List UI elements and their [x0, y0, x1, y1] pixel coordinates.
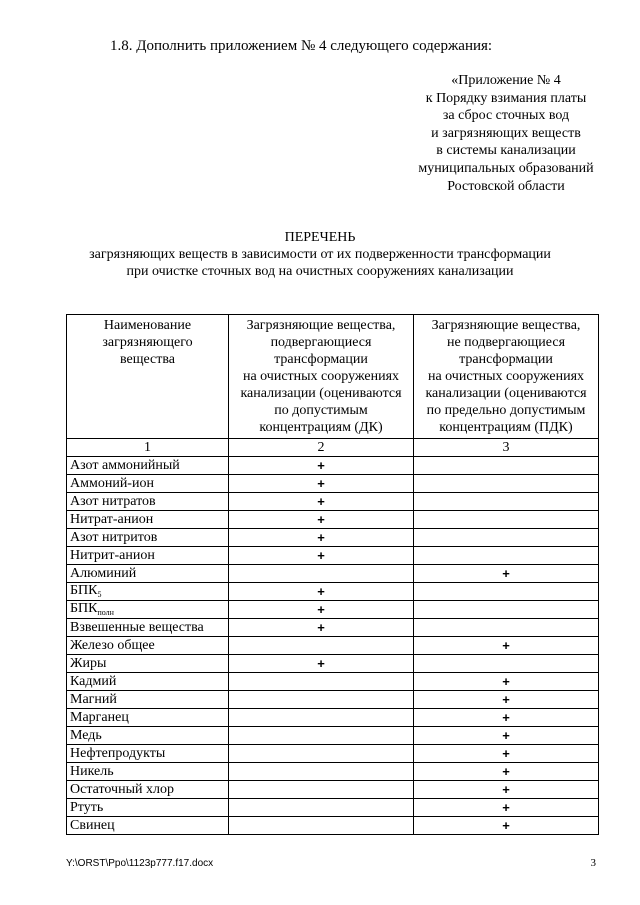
pollutant-name	[67, 475, 229, 493]
dk-mark	[229, 709, 414, 727]
pollutant-name-text: Азот нитратов	[70, 493, 156, 509]
dk-mark: +	[229, 511, 414, 529]
pdk-mark: +	[414, 763, 599, 781]
appendix-line: к Порядку взимания платы	[425, 90, 587, 106]
pdk-mark: +	[414, 691, 599, 709]
appendix-line: в системы канализации	[436, 143, 576, 159]
dk-mark	[229, 799, 414, 817]
pollutant-name	[67, 673, 229, 691]
pollutant-name-text: Остаточный хлор	[70, 781, 174, 797]
table-row	[67, 619, 599, 637]
pollutant-name-text: Медь	[70, 727, 102, 743]
pdk-mark	[414, 475, 599, 493]
dk-mark: +	[229, 529, 414, 547]
pollutant-name-text: Марганец	[70, 709, 129, 725]
pollutant-name-text: Свинец	[70, 817, 115, 833]
dk-mark	[229, 727, 414, 745]
table-row	[67, 817, 599, 835]
pdk-mark	[414, 583, 599, 601]
appendix-line: за сброс сточных вод	[442, 108, 570, 124]
table-row	[67, 457, 599, 475]
column-number-row	[67, 439, 599, 457]
pollutant-name	[67, 493, 229, 511]
column-number: 2	[229, 439, 414, 457]
pollutant-name	[67, 709, 229, 727]
pollutant-name-text: БПК	[70, 601, 98, 616]
table-row	[67, 565, 599, 583]
dk-mark	[229, 637, 414, 655]
pollutant-name-text: БПК	[70, 583, 98, 598]
pollutant-name	[67, 547, 229, 565]
footer-file-path: Y:\ORST\Ppo\1123p777.f17.docx	[66, 858, 214, 869]
pdk-mark	[414, 601, 599, 619]
pollutant-name-text: Никель	[70, 763, 114, 779]
pollutant-name	[67, 745, 229, 763]
header-name: Наименование загрязняющего вещества	[67, 315, 229, 439]
pdk-mark	[414, 547, 599, 565]
table-row	[67, 799, 599, 817]
pdk-mark	[414, 511, 599, 529]
dk-mark: +	[229, 601, 414, 619]
pollutant-name	[67, 565, 229, 583]
dk-mark: +	[229, 475, 414, 493]
table-header-row	[67, 315, 599, 439]
dk-mark	[229, 745, 414, 763]
pollutant-name	[67, 727, 229, 745]
pollutant-name	[67, 583, 229, 601]
pollutant-name	[67, 619, 229, 637]
pollutant-name	[67, 781, 229, 799]
pollutants-table-body	[67, 315, 599, 835]
pollutant-name-text: Аммоний-ион	[70, 475, 154, 491]
table-row	[67, 691, 599, 709]
appendix-line: Ростовской области	[447, 178, 565, 194]
pdk-mark: +	[414, 781, 599, 799]
table-row	[67, 511, 599, 529]
appendix-line: и загрязняющих веществ	[431, 125, 581, 141]
dk-mark	[229, 817, 414, 835]
pdk-mark: +	[414, 745, 599, 763]
dk-mark: +	[229, 583, 414, 601]
list-heading: ПЕРЕЧЕНЬ	[284, 230, 356, 245]
pollutant-name-text: Нитрат-анион	[70, 511, 154, 527]
pollutant-name	[67, 457, 229, 475]
pollutant-name-text: Нефтепродукты	[70, 745, 166, 761]
table-row	[67, 745, 599, 763]
table-row	[67, 637, 599, 655]
dk-mark	[229, 691, 414, 709]
table-row	[67, 475, 599, 493]
table-row	[67, 583, 599, 601]
table-row	[67, 493, 599, 511]
pdk-mark	[414, 529, 599, 547]
pollutant-name	[67, 763, 229, 781]
pollutant-name-text: Железо общее	[70, 637, 155, 653]
pollutant-name-text: Магний	[70, 691, 117, 707]
dk-mark: +	[229, 619, 414, 637]
pdk-mark	[414, 655, 599, 673]
pollutant-name	[67, 655, 229, 673]
pollutant-name	[67, 817, 229, 835]
appendix-reference	[395, 72, 617, 195]
list-subtitle-line: загрязняющих веществ в зависимости от их подверженности трансформации	[89, 247, 551, 262]
appendix-line: «Приложение № 4	[451, 73, 561, 88]
pollutant-name	[67, 601, 229, 619]
pollutant-name-text: Взвешенные вещества	[70, 619, 204, 635]
pdk-mark	[414, 457, 599, 475]
table-row	[67, 763, 599, 781]
pdk-mark: +	[414, 637, 599, 655]
pdk-mark: +	[414, 673, 599, 691]
dk-mark: +	[229, 493, 414, 511]
pollutant-name-text: Азот нитритов	[70, 529, 158, 545]
pollutant-name	[67, 529, 229, 547]
dk-mark: +	[229, 547, 414, 565]
dk-mark	[229, 781, 414, 799]
pdk-mark: +	[414, 565, 599, 583]
table-row	[67, 709, 599, 727]
header-pdk: Загрязняющие вещества, не подвергающиеся трансформации на очистных сооружениях канализации (оцениваются по предельно допустимым концентрациям (ПДК)	[414, 315, 599, 439]
pollutant-name-text: Жиры	[70, 655, 107, 671]
dk-mark	[229, 673, 414, 691]
header-dk: Загрязняющие вещества, подвергающиеся трансформации на очистных сооружениях канализации (оцениваются по допустимым концентрациям (ДК)	[229, 315, 414, 439]
page-number: 3	[590, 857, 596, 869]
table-row	[67, 601, 599, 619]
dk-mark	[229, 565, 414, 583]
table-row	[67, 673, 599, 691]
pdk-mark: +	[414, 817, 599, 835]
dk-mark	[229, 763, 414, 781]
pollutant-name	[67, 799, 229, 817]
list-subtitle-line: при очистке сточных вод на очистных сооружениях канализации	[126, 264, 514, 279]
pollutant-name-text: Ртуть	[70, 799, 104, 815]
pollutant-name-text: Нитрит-анион	[70, 547, 155, 563]
table-row	[67, 547, 599, 565]
list-title	[40, 229, 600, 280]
pollutants-table	[66, 314, 599, 835]
column-number: 1	[67, 439, 229, 457]
pdk-mark: +	[414, 799, 599, 817]
dk-mark: +	[229, 457, 414, 475]
pollutant-name	[67, 511, 229, 529]
pollutant-name	[67, 691, 229, 709]
column-number: 3	[414, 439, 599, 457]
table-row	[67, 727, 599, 745]
intro-paragraph: 1.8. Дополнить приложением № 4 следующего содержания:	[110, 38, 493, 54]
appendix-line: муниципальных образований	[418, 160, 594, 176]
pollutant-name	[67, 637, 229, 655]
pollutant-name-text: Алюминий	[70, 565, 137, 581]
pollutant-name-subscript: полн	[97, 608, 114, 617]
table-row	[67, 781, 599, 799]
table-row	[67, 655, 599, 673]
pollutant-name-text: Азот аммонийный	[70, 457, 180, 473]
pollutant-name-text: Кадмий	[70, 673, 117, 689]
dk-mark: +	[229, 655, 414, 673]
table-row	[67, 529, 599, 547]
pdk-mark	[414, 619, 599, 637]
pdk-mark	[414, 493, 599, 511]
pdk-mark: +	[414, 727, 599, 745]
pdk-mark: +	[414, 709, 599, 727]
pollutant-name-subscript: 5	[97, 590, 102, 599]
